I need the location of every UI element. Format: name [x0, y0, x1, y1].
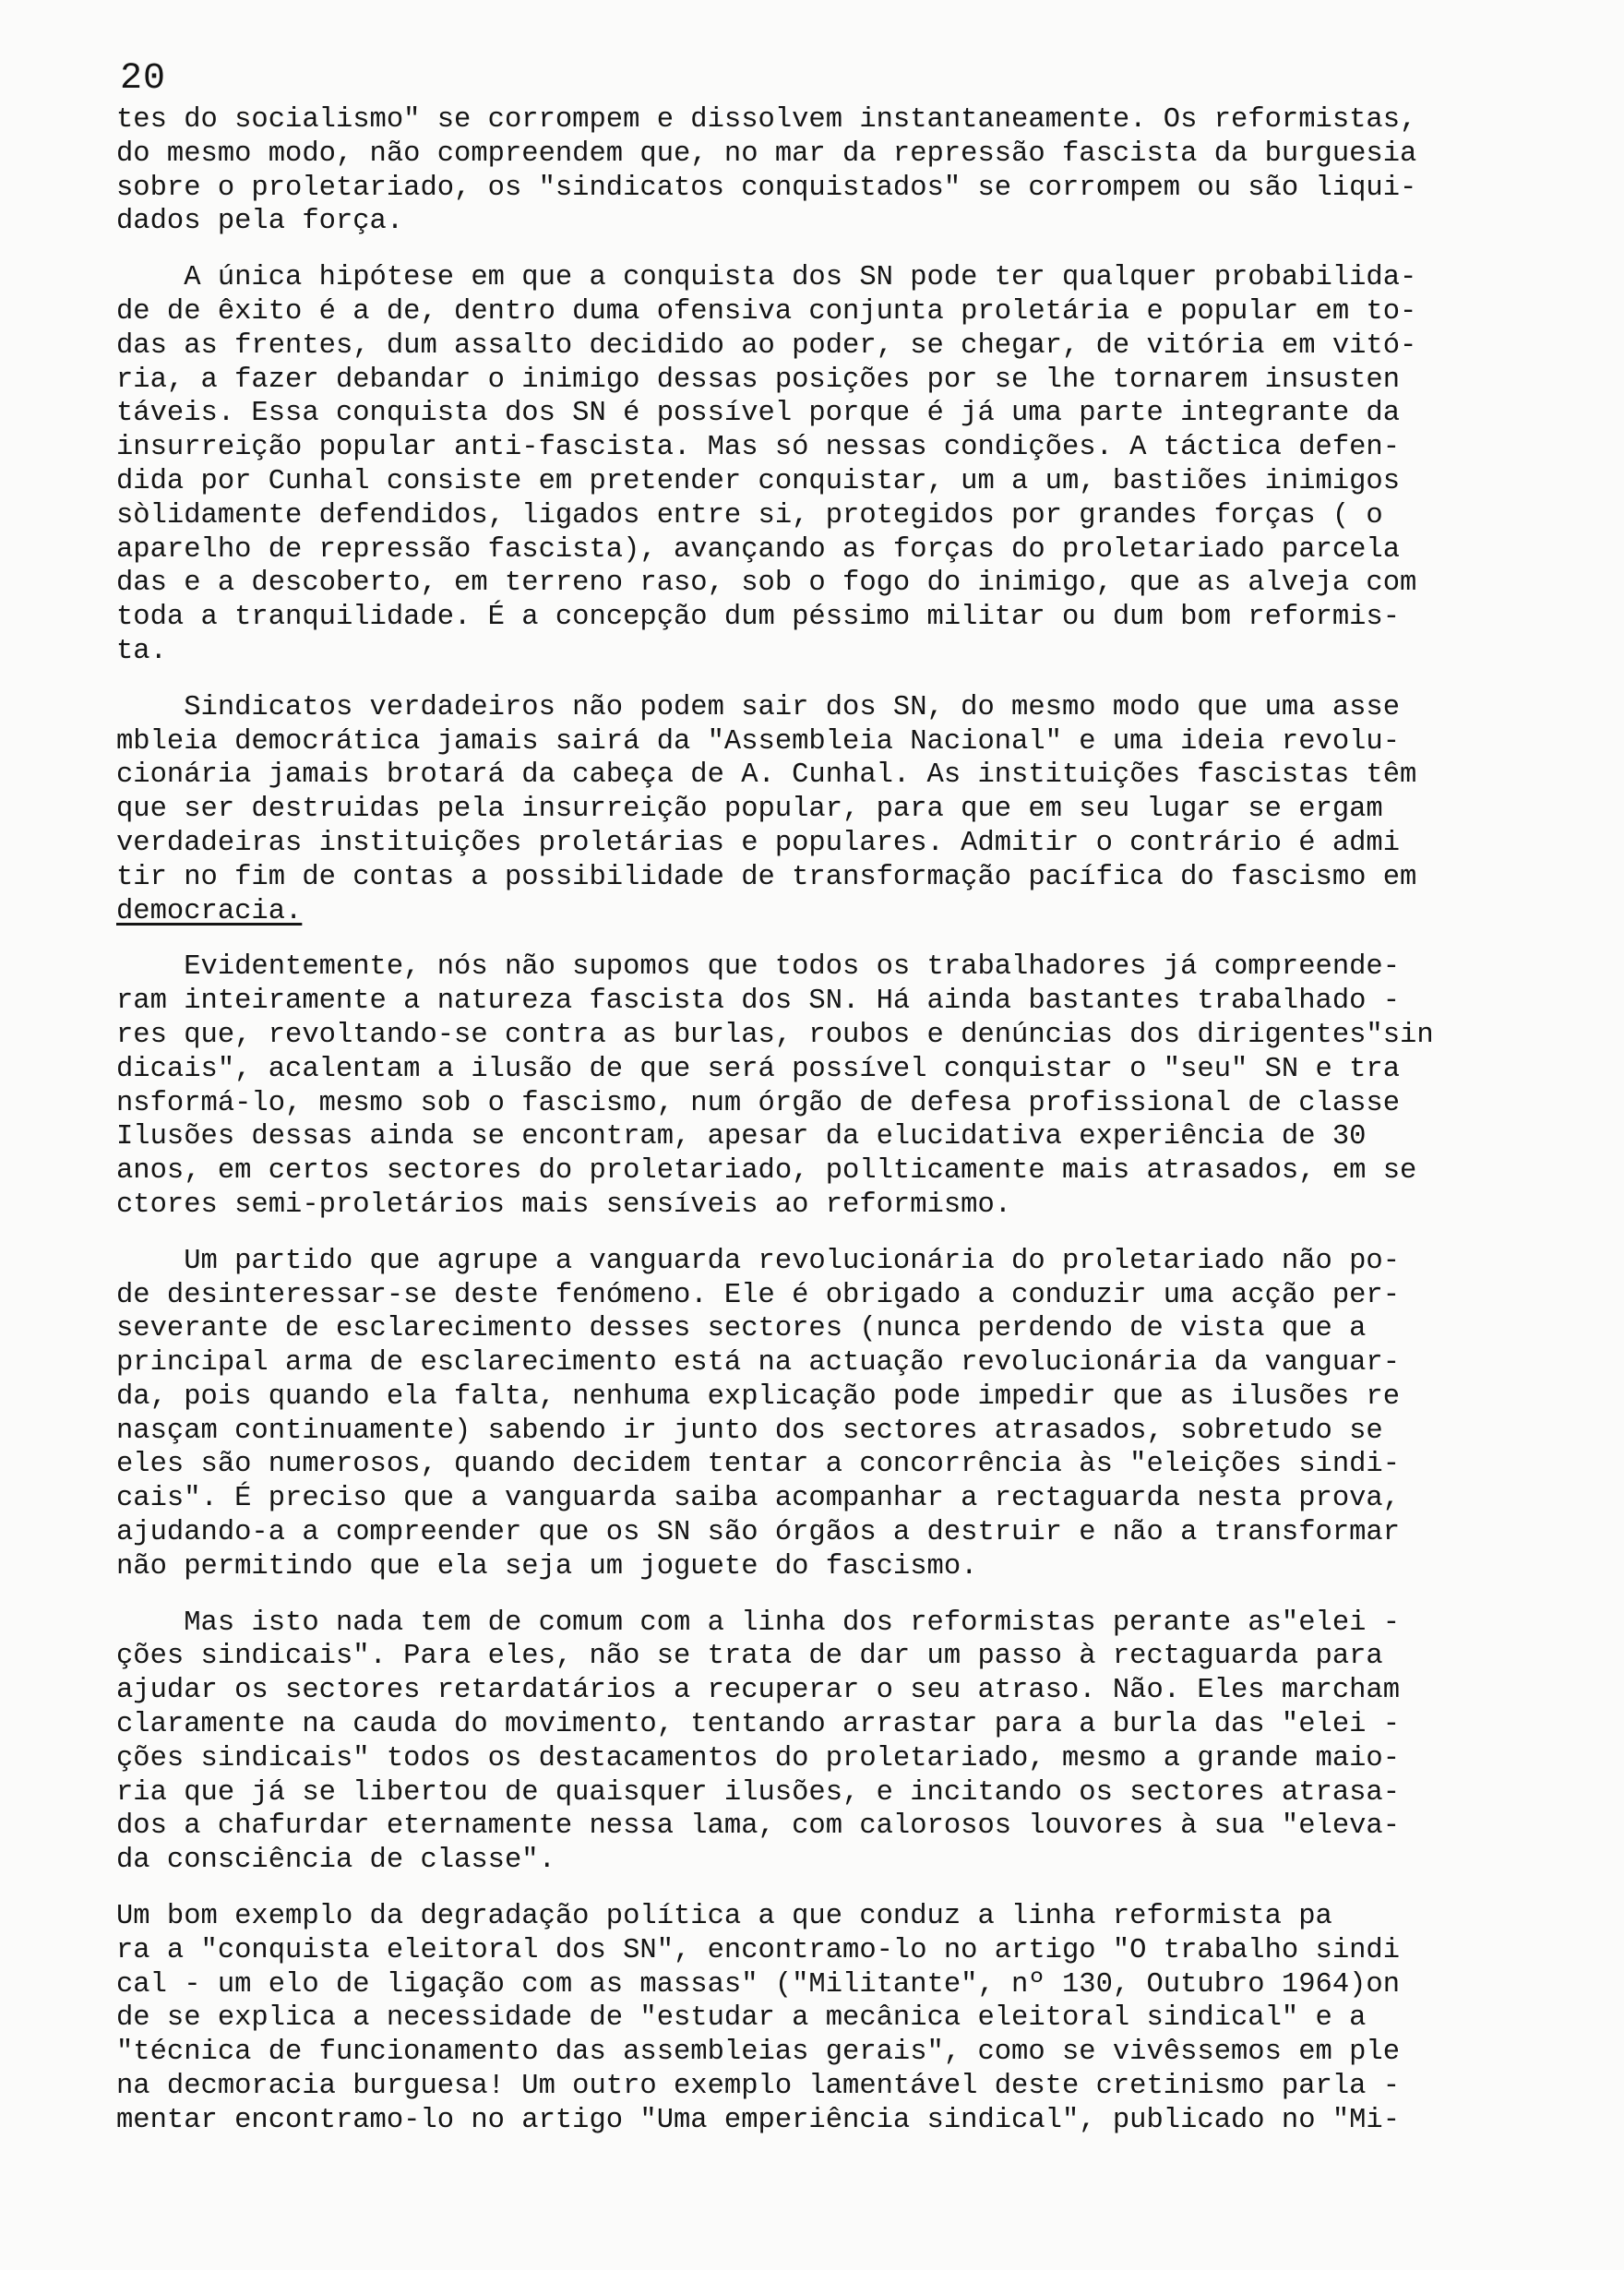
text-line: ajudar os sectores retardatários a recuperar o seu atraso. Não. Eles marcham: [116, 1675, 1401, 1707]
text-line: que ser destruidas pela insurreição popular, para que em seu lugar se ergam: [116, 794, 1383, 826]
text-line: severante de esclarecimento desses sectores (nunca perdendo de vista que a: [116, 1313, 1367, 1345]
text-line: das e a descoberto, em terreno raso, sob o fogo do inimigo, que as alveja com: [116, 568, 1417, 600]
text-line: tir no fim de contas a possibilidade de transformação pacífica do fascismo em: [116, 861, 1417, 893]
text-line: ria, a fazer debandar o inimigo dessas posições por se lhe tornarem insusten: [116, 364, 1401, 396]
text-line: mentar encontramo-lo no artigo "Uma emperiência sindical", publicado no "Mi-: [116, 2104, 1401, 2136]
text-line: da consciência de classe".: [116, 1845, 555, 1877]
text-line: de se explica a necessidade de "estudar a mecânica eleitoral sindical" e a: [116, 2002, 1367, 2035]
text-line: não permitindo que ela seja um joguete do fascismo.: [116, 1550, 978, 1583]
text-line: ra a "conquista eleitoral dos SN", encontramo-lo no artigo "O trabalho sindi: [116, 1934, 1401, 1966]
text-line: nasçam continuamente) sabendo ir junto dos sectores atrasados, sobretudo se: [116, 1415, 1383, 1447]
text-line: mbleia democrática jamais sairá da "Assembleia Nacional" e uma ideia revolu-: [116, 725, 1401, 758]
text-line: toda a tranquilidade. É a concepção dum péssimo militar ou dum bom reformis-: [116, 602, 1401, 634]
text-line: de de êxito é a de, dentro duma ofensiva conjunta proletária e popular em to-: [116, 295, 1417, 328]
text-line: de desinteressar-se deste fenómeno. Ele é obrigado a conduzir uma acção per-: [116, 1279, 1401, 1311]
text-line: principal arma de esclarecimento está na actuação revolucionária da vanguar-: [116, 1347, 1401, 1380]
text-line: anos, em certos sectores do proletariado, pollticamente mais atrasados, em se: [116, 1155, 1417, 1188]
text-line: Um bom exemplo da degradação política a que conduz a linha reformista pa: [116, 1901, 1332, 1933]
text-line: insurreição popular anti-fascista. Mas só nessas condições. A táctica defen-: [116, 432, 1401, 464]
text-line: democracia.: [116, 895, 303, 927]
text-line: eles são numerosos, quando decidem tentar a concorrência às "eleições sindi-: [116, 1449, 1401, 1481]
text-line: do mesmo modo, não compreendem que, no mar da repressão fascista da burguesia: [116, 137, 1417, 170]
text-line: sòlidamente defendidos, ligados entre si, protegidos por grandes forças ( o: [116, 499, 1383, 532]
text-line: Um partido que agrupe a vanguarda revolucionária do proletariado não po-: [116, 1245, 1401, 1277]
text-line: ria que já se libertou de quaisquer ilusões, e incitando os sectores atrasa-: [116, 1776, 1401, 1809]
text-line: cais". É preciso que a vanguarda saiba acompanhar a rectaguarda nesta prova,: [116, 1483, 1401, 1515]
text-line: dos a chafurdar eternamente nessa lama, com calorosos louvores à sua "eleva-: [116, 1810, 1401, 1843]
text-line: aparelho de repressão fascista), avançando as forças do proletariado parcela: [116, 533, 1401, 566]
text-line: Ilusões dessas ainda se encontram, apesar da elucidativa experiência de 30: [116, 1121, 1367, 1153]
text-line: sobre o proletariado, os "sindicatos conquistados" se corrompem ou são liqui-: [116, 172, 1417, 204]
text-line: dados pela força.: [116, 206, 404, 238]
text-line: ta.: [116, 635, 167, 667]
text-line: verdadeiras instituições proletárias e populares. Admitir o contrário é admi: [116, 827, 1401, 859]
text-line: ções sindicais". Para eles, não se trata de dar um passo à rectaguarda para: [116, 1641, 1383, 1673]
text-line: claramente na cauda do movimento, tentando arrastar para a burla das "elei -: [116, 1709, 1401, 1741]
text-line: "técnica de funcionamento das assembleias gerais", como se vivêssemos em ple: [116, 2037, 1401, 2069]
text-line: da, pois quando ela falta, nenhuma explicação pode impedir que as ilusões re: [116, 1380, 1401, 1413]
text-line: das as frentes, dum assalto decidido ao poder, se chegar, de vitória em vitó-: [116, 329, 1417, 362]
text-line: tes do socialismo" se corrompem e dissolvem instantaneamente. Os reformistas,: [116, 104, 1417, 136]
text-line: dicais", acalentam a ilusão de que será possível conquistar o "seu" SN e tra: [116, 1053, 1401, 1085]
text-line: res que, revoltando-se contra as burlas, roubos e denúncias dos dirigentes"sin: [116, 1019, 1434, 1051]
text-line: cionária jamais brotará da cabeça de A. Cunhal. As instituições fascistas têm: [116, 759, 1417, 792]
text-line: A única hipótese em que a conquista dos SN pode ter qualquer probabilida-: [116, 262, 1417, 294]
paragraph-2: [116, 261, 1556, 669]
text-line: Sindicatos verdadeiros não podem sair dos SN, do mesmo modo que uma asse: [116, 691, 1401, 723]
paragraph-7: [116, 1900, 1556, 2138]
text-line: ram inteiramente a natureza fascista dos SN. Há ainda bastantes trabalhado -: [116, 986, 1401, 1018]
text-line: na decmoracia burguesa! Um outro exemplo lamentável deste cretinismo parla -: [116, 2071, 1401, 2103]
text-line: Mas isto nada tem de comum com a linha dos reformistas perante as"elei -: [116, 1607, 1401, 1639]
text-line: táveis. Essa conquista dos SN é possível porque é já uma parte integrante da: [116, 398, 1401, 430]
paragraph-1: [116, 103, 1556, 239]
text-line: ções sindicais" todos os destacamentos do proletariado, mesmo a grande maio-: [116, 1742, 1401, 1774]
text-line: dida por Cunhal consiste em pretender conquistar, um a um, bastiões inimigos: [116, 465, 1401, 497]
text-line: Evidentemente, nós não supomos que todos os trabalhadores já compreende-: [116, 951, 1401, 984]
body-text: [116, 103, 1556, 2160]
text-line: ajudando-a a compreender que os SN são órgãos a destruir e não a transformar: [116, 1517, 1401, 1549]
text-line: nsformá-lo, mesmo sob o fascismo, num órgão de defesa profissional de classe: [116, 1087, 1401, 1119]
paragraph-6: [116, 1607, 1556, 1878]
text-line: ctores semi-proletários mais sensíveis ao reformismo.: [116, 1189, 1012, 1221]
page-number: 20: [120, 58, 167, 100]
paragraph-3: [116, 691, 1556, 929]
text-line: cal - um elo de ligação com as massas" ("Militante", nº 130, Outubro 1964)on: [116, 1968, 1401, 2001]
paragraph-4: [116, 950, 1556, 1222]
paragraph-5: [116, 1245, 1556, 1584]
